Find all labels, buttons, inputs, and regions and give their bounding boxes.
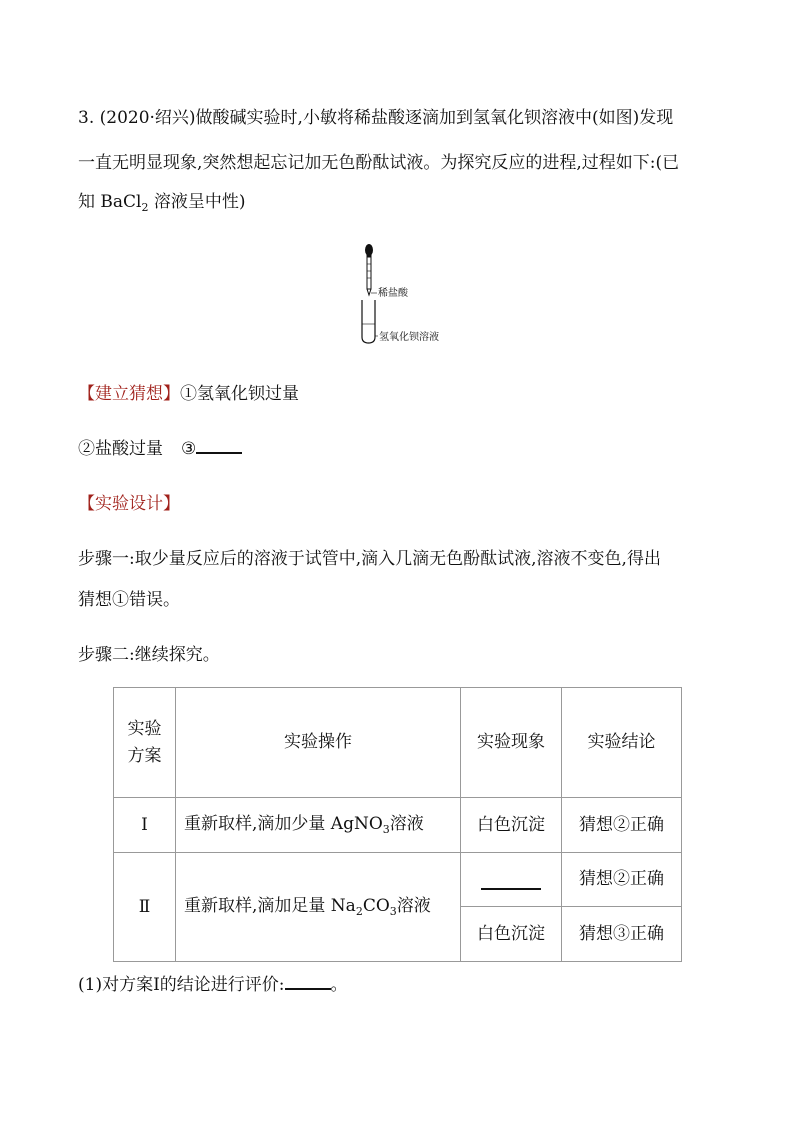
operation-2 [176,853,461,962]
answer-blank-hypothesis-3[interactable] [196,452,242,454]
header-scheme-line-1: 实验 [127,718,162,739]
answer-blank-phenomenon[interactable] [481,888,541,890]
hypothesis-3: ③ [181,439,197,459]
table-row [114,798,682,853]
design-heading: 【实验设计】 [78,494,180,514]
header-operation: 实验操作 [176,688,461,798]
question-line-1: 3. (2020·绍兴)做酸碱实验时,小敏将稀盐酸逐滴加到氢氧化钡溶液中(如图)发现 [78,108,674,128]
operation-1-unit: 溶液 [389,814,424,834]
step1-line-2: 猜想①错误。 [78,590,180,610]
operation-2-formula: CO [362,896,390,916]
question-1-text: (1)对方案Ⅰ的结论进行评价: [78,975,285,995]
operation-2-unit: 溶液 [396,896,431,916]
experiment-table [113,687,682,962]
header-phenomenon: 实验现象 [461,688,562,798]
step1-line-1: 步骤一:取少量反应后的溶液于试管中,滴入几滴无色酚酞试液,溶液不变色,得出 [78,549,661,569]
hypothesis-1: ①氢氧化钡过量 [180,384,299,404]
dropper-test-tube-figure [350,240,460,350]
operation-2-text: 重新取样,滴加足量 Na [184,896,356,916]
subscript: 2 [355,905,363,918]
phenomenon-1: 白色沉淀 [461,798,562,853]
operation-1-text: 重新取样,滴加少量 AgNO [184,814,383,834]
question-line-3 [78,192,246,214]
subscript: 3 [382,823,390,836]
operation-1 [176,798,461,853]
table-row [114,853,682,907]
question-1 [78,975,348,996]
question-line-3-text: 知 BaCl [78,192,142,212]
question-line-3-text-b: 溶液呈中性) [148,192,246,212]
subscript: 3 [389,905,397,918]
subscript: 2 [141,201,149,214]
hypothesis-line-2 [78,439,242,460]
answer-blank-q1[interactable] [285,988,331,990]
step2: 步骤二:继续探究。 [78,645,220,665]
hypothesis-2: ②盐酸过量 [78,439,163,459]
scheme-1: Ⅰ [114,798,176,853]
label-hydrochloric-acid: 稀盐酸 [378,288,408,299]
header-scheme-line-2: 方案 [127,745,162,766]
header-conclusion: 实验结论 [562,688,682,798]
phenomenon-2a [461,853,562,907]
table-header-row [114,688,682,798]
scheme-2: Ⅱ [114,853,176,962]
conclusion-2a: 猜想②正确 [562,853,682,907]
header-scheme [114,688,176,798]
label-barium-hydroxide: 氢氧化钡溶液 [379,332,439,343]
conclusion-1: 猜想②正确 [562,798,682,853]
hypothesis-heading: 【建立猜想】 [78,384,180,404]
phenomenon-2b: 白色沉淀 [461,907,562,962]
question-1-end: 。 [330,975,348,995]
question-line-2: 一直无明显现象,突然想起忘记加无色酚酞试液。为探究反应的进程,过程如下:(已 [78,153,680,173]
conclusion-2b: 猜想③正确 [562,907,682,962]
hypothesis-line-1 [78,384,299,405]
